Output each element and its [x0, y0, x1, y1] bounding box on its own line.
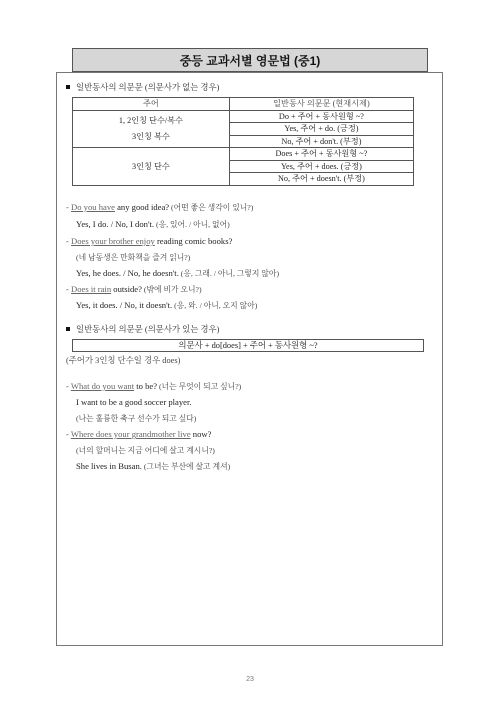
section2-heading: [66, 323, 219, 335]
table-row: [73, 110, 414, 123]
square-bullet-icon: [66, 327, 70, 331]
example-question: [66, 236, 232, 246]
question-phrase: Does your brother enjoy: [71, 236, 155, 246]
korean-gloss: (밖에 비가 오니?): [141, 285, 202, 294]
section1-heading-text: 일반동사의 의문문 (의문사가 없는 경우): [76, 83, 220, 92]
dash: -: [66, 236, 72, 246]
example-korean: [76, 413, 196, 424]
section1-heading: [66, 81, 219, 93]
answer-text: Yes, he does. / No, he doesn't.: [76, 268, 179, 278]
question-phrase: Does it rain: [71, 284, 112, 294]
group1-subject-line2: 3인칭 복수: [132, 131, 170, 141]
korean-gloss: (너의 할머니는 지금 어디에 살고 계시니?): [76, 446, 215, 455]
question-phrase: Do you have: [71, 202, 115, 212]
table-cell: Yes, 주어 + do. (긍정): [229, 123, 413, 136]
page-title: 중등 교과서별 영문법 (중1): [179, 53, 321, 68]
korean-gloss: (나는 훌륭한 축구 선수가 되고 싶다): [76, 414, 197, 423]
square-bullet-icon: [66, 85, 70, 89]
question-phrase: Where does your grandmother live: [70, 429, 191, 439]
group1-subject-line1: 1, 2인칭 단수/복수: [118, 115, 183, 125]
formula-note: [66, 354, 180, 366]
korean-gloss: (응, 그래. / 아니, 그렇지 않아): [178, 269, 280, 278]
table-cell: No, 주어 + don't. (부정): [229, 135, 413, 148]
table-cell: Do + 주어 + 동사원형 ~?: [229, 110, 413, 123]
dash: -: [66, 429, 71, 439]
question-rest: any good idea?: [114, 202, 170, 212]
question-rest: now?: [190, 429, 212, 439]
answer-text: I want to be a good soccer player.: [76, 397, 192, 407]
korean-gloss: (네 남동생은 만화책을 즐겨 읽니?): [76, 253, 191, 262]
header-bar: [72, 48, 428, 72]
dash: -: [66, 381, 71, 391]
table-cell-group2-subject: 3인칭 단수: [73, 148, 230, 186]
korean-gloss: (너는 무엇이 되고 싶니?): [157, 382, 242, 391]
example-question: [66, 284, 202, 295]
conjugation-table: [72, 97, 414, 186]
note-text: (주어가 3인칭 단수일 경우 does): [66, 356, 181, 365]
table-cell: Does + 주어 + 동사원형 ~?: [229, 148, 413, 161]
korean-gloss: (응, 있어. / 아니, 없어): [154, 220, 230, 229]
example-korean: [76, 252, 190, 263]
korean-gloss: (그녀는 부산에 살고 계셔): [141, 462, 231, 471]
answer-text: Yes, it does. / No, it doesn't.: [76, 300, 173, 310]
example-answer: [76, 268, 279, 279]
example-korean: [76, 445, 215, 456]
dash: -: [66, 284, 72, 294]
section2-heading-text: 일반동사의 의문문 (의문사가 있는 경우): [76, 325, 220, 334]
answer-text: Yes, I do. / No, I don't.: [76, 219, 155, 229]
question-phrase: What do you want: [70, 381, 135, 391]
table-header-subject: 주어: [73, 98, 230, 111]
question-rest: reading comic books?: [154, 236, 233, 246]
example-answer: [76, 219, 230, 230]
table-cell-group1-subject: [73, 110, 230, 148]
dash: -: [66, 202, 72, 212]
example-answer: [76, 397, 192, 407]
example-question: [66, 381, 241, 392]
question-rest: to be?: [134, 381, 158, 391]
korean-gloss: (응, 와. / 아니, 오지 않아): [172, 301, 258, 310]
korean-gloss: (어떤 좋은 생각이 있니?): [169, 203, 254, 212]
page-number: 23: [246, 676, 254, 683]
formula-box: 의문사 + do[does] + 주어 + 동사원형 ~?: [72, 339, 424, 352]
table-cell: No, 주어 + doesn't. (부정): [229, 173, 413, 186]
example-answer: [76, 300, 257, 311]
answer-text: She lives in Busan.: [76, 461, 142, 471]
question-rest: outside?: [111, 284, 142, 294]
table-header-question: 일반동사 의문문 (현재시제): [229, 98, 413, 111]
example-answer: [76, 461, 230, 472]
table-row: [73, 148, 414, 161]
example-question: [66, 202, 253, 213]
example-question: [66, 429, 211, 439]
table-header-row: [73, 98, 414, 111]
table-cell: Yes, 주어 + does. (긍정): [229, 160, 413, 173]
